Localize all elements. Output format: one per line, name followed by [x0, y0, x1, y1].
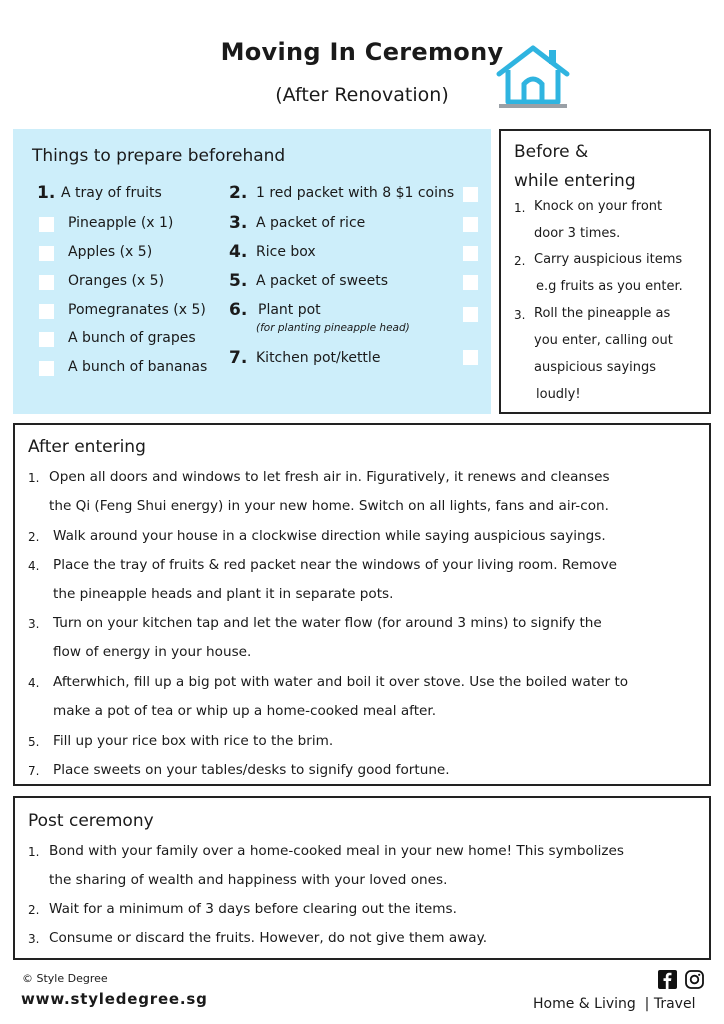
- list-text: Carry auspicious items: [534, 252, 683, 267]
- list-number: 7.: [28, 764, 40, 778]
- item-number: 5.: [229, 271, 248, 291]
- checkbox[interactable]: [39, 332, 54, 347]
- post-title: Post ceremony: [28, 811, 154, 831]
- list-number: 4.: [28, 676, 40, 690]
- page-title: Moving In Ceremony: [220, 38, 504, 66]
- item-label: Plant pot: [258, 302, 321, 318]
- checkbox[interactable]: [39, 304, 54, 319]
- house-icon: [493, 44, 573, 108]
- list-text: Place sweets on your tables/desks to signify good fortune.: [53, 762, 450, 778]
- list-number: 1.: [28, 845, 40, 859]
- facebook-icon[interactable]: [658, 970, 677, 989]
- fruit-label: Pomegranates (x 5): [68, 302, 206, 318]
- before-title-line1: Before &: [514, 142, 589, 162]
- prepare-title: Things to prepare beforehand: [32, 146, 286, 166]
- item-number: 1.: [37, 183, 56, 203]
- item-number: 6.: [229, 300, 248, 320]
- item-label: 1 red packet with 8 $1 coins: [256, 185, 455, 201]
- item-label: Rice box: [256, 244, 316, 260]
- item-number: 2.: [229, 183, 248, 203]
- fruit-label: Pineapple (x 1): [68, 215, 174, 231]
- list-text: loudly!: [536, 387, 581, 402]
- list-text: door 3 times.: [534, 226, 621, 241]
- list-number: 2.: [28, 530, 40, 544]
- fruit-label: A bunch of bananas: [68, 359, 208, 375]
- site-url[interactable]: www.styledegree.sg: [21, 990, 208, 1008]
- list-text: Knock on your front: [534, 199, 663, 214]
- before-title-line2: while entering: [514, 171, 636, 191]
- list-text: Consume or discard the fruits. However, do not give them away.: [49, 930, 488, 946]
- fruit-label: Apples (x 5): [68, 244, 153, 260]
- list-text: Fill up your rice box with rice to the brim.: [53, 733, 334, 749]
- list-text: the pineapple heads and plant it in separate pots.: [53, 586, 394, 602]
- list-number: 5.: [28, 735, 40, 749]
- list-text: flow of energy in your house.: [53, 644, 252, 660]
- list-text: you enter, calling out: [534, 333, 673, 348]
- checkbox[interactable]: [463, 275, 478, 290]
- checkbox[interactable]: [463, 187, 478, 202]
- checkbox[interactable]: [463, 307, 478, 322]
- list-text: the Qi (Feng Shui energy) in your new home. Switch on all lights, fans and air-con.: [49, 498, 609, 514]
- list-text: auspicious sayings: [534, 360, 657, 375]
- list-text: the sharing of wealth and happiness with your loved ones.: [49, 872, 448, 888]
- item-label: Kitchen pot/kettle: [256, 350, 381, 366]
- list-number: 2.: [28, 903, 40, 917]
- checkbox[interactable]: [39, 361, 54, 376]
- list-text: Walk around your house in a clockwise direction while saying auspicious sayings.: [53, 528, 606, 544]
- footer-categories[interactable]: Home & Living | Travel: [533, 996, 696, 1012]
- checkbox[interactable]: [463, 217, 478, 232]
- item-number: 7.: [229, 348, 248, 368]
- list-text: Afterwhich, fill up a big pot with water and boil it over stove. Use the boiled water to: [53, 674, 629, 690]
- instagram-icon[interactable]: [685, 970, 704, 989]
- list-text: make a pot of tea or whip up a home-cooked meal after.: [53, 703, 437, 719]
- list-number: 1.: [514, 201, 526, 215]
- list-text: Turn on your kitchen tap and let the water flow (for around 3 mins) to signify the: [53, 615, 602, 631]
- list-text: Bond with your family over a home-cooked meal in your new home! This symbolizes: [49, 843, 624, 859]
- list-number: 2.: [514, 254, 526, 268]
- list-number: 3.: [28, 932, 40, 946]
- list-text: Wait for a minimum of 3 days before clearing out the items.: [49, 901, 457, 917]
- list-number: 3.: [514, 308, 526, 322]
- checkbox[interactable]: [463, 350, 478, 365]
- list-number: 4.: [28, 559, 40, 573]
- checkbox[interactable]: [39, 217, 54, 232]
- item-label: A packet of sweets: [256, 273, 389, 289]
- fruit-label: Oranges (x 5): [68, 273, 165, 289]
- item-note: (for planting pineapple head): [256, 322, 410, 334]
- item-number: 3.: [229, 213, 248, 233]
- page-subtitle: (After Renovation): [275, 84, 449, 106]
- after-title: After entering: [28, 437, 146, 457]
- item-number: 4.: [229, 242, 248, 262]
- copyright: © Style Degree: [22, 972, 108, 985]
- list-text: Open all doors and windows to let fresh air in. Figuratively, it renews and cleanses: [49, 469, 610, 485]
- checkbox[interactable]: [39, 275, 54, 290]
- list-text: Roll the pineapple as: [534, 306, 671, 321]
- list-text: e.g fruits as you enter.: [536, 279, 683, 294]
- checkbox[interactable]: [463, 246, 478, 261]
- list-number: 3.: [28, 617, 40, 631]
- item-label: A packet of rice: [256, 215, 366, 231]
- list-number: 1.: [28, 471, 40, 485]
- fruit-label: A bunch of grapes: [68, 330, 196, 346]
- list-text: Place the tray of fruits & red packet near the windows of your living room. Remove: [53, 557, 618, 573]
- checkbox[interactable]: [39, 246, 54, 261]
- item-label: A tray of fruits: [61, 185, 162, 201]
